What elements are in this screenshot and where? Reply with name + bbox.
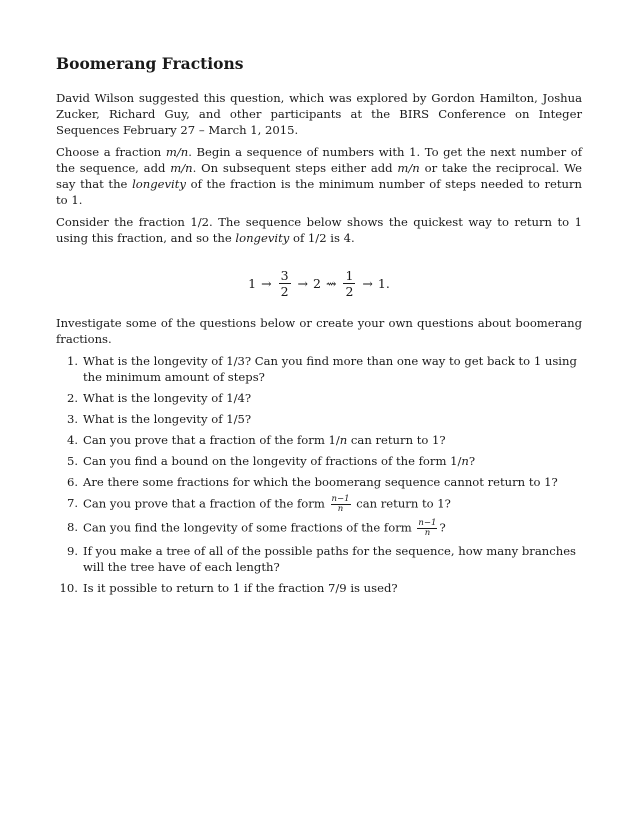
- inline-fraction: $\frac{n-1}{n}$: [331, 494, 350, 514]
- list-item: 3. What is the longevity of 1/5?: [66, 412, 252, 426]
- page-title: Boomerang Fractions: [56, 54, 244, 73]
- arrow-3: →: [362, 275, 373, 291]
- equation-start: 1: [248, 275, 257, 291]
- investigate-paragraph: Investigate some of the questions below or create your own questions about boomerang fractions.: [56, 316, 582, 346]
- list-item: 10. Is it possible to return to 1 if the fraction 7/9 is used?: [59, 581, 398, 595]
- list-item: 4. Can you prove that a fraction of the form 1/n can return to 1?: [66, 433, 446, 447]
- fraction-three-halves: $\frac{3}{2}$: [280, 268, 289, 299]
- document-page: [56, 54, 582, 601]
- definition-paragraph: Choose a fraction m/n. Begin a sequence of numbers with 1. To get the next number of the sequence, add m/n. On subsequent steps either add m/n or take the reciprocal. We say that the longevity of the fraction is the minimum number of steps needed to return to 1.: [56, 145, 583, 207]
- list-item: 6. Are there some fractions for which the boomerang sequence cannot return to 1?: [66, 475, 558, 489]
- list-item: 2. What is the longevity of 1/4?: [66, 391, 252, 405]
- list-item: 5. Can you find a bound on the longevity of fractions of the form 1/n?: [66, 454, 476, 468]
- example-paragraph: Consider the fraction 1/2. The sequence below shows the quickest way to return to 1 using this fraction, and so the longevity of 1/2 is 4.: [56, 215, 582, 245]
- list-item: 1. What is the longevity of 1/3? Can you find more than one way to get back to 1 using the minimum amount of steps?: [66, 354, 577, 384]
- inline-fraction: $\frac{n-1}{n}$: [418, 518, 437, 538]
- question-list: [56, 353, 582, 596]
- list-item: 8. Can you find the longevity of some fractions of the form $\frac{n-1}{n}$ ?: [66, 518, 446, 538]
- fraction-one-half: $\frac{1}{2}$: [345, 268, 354, 299]
- list-item: 7. Can you prove that a fraction of the form $\frac{n-1}{n}$ can return to 1?: [66, 494, 451, 514]
- arrow-1: →: [261, 275, 272, 291]
- list-item: 9. If you make a tree of all of the possible paths for the sequence, how many branches will the tree have of each length?: [66, 544, 577, 574]
- equation-mid: 2: [313, 275, 321, 291]
- squiggle-arrow: ⇝: [325, 275, 337, 291]
- arrow-2: →: [297, 275, 309, 291]
- sequence-equation: [56, 268, 582, 299]
- intro-paragraph: David Wilson suggested this question, which was explored by Gordon Hamilton, Joshua Zucker, Richard Guy, and other participants at the BIRS Conference on Integer Sequences February 27 – March 1, 2015.: [56, 91, 582, 137]
- equation-end: 1.: [377, 275, 390, 291]
